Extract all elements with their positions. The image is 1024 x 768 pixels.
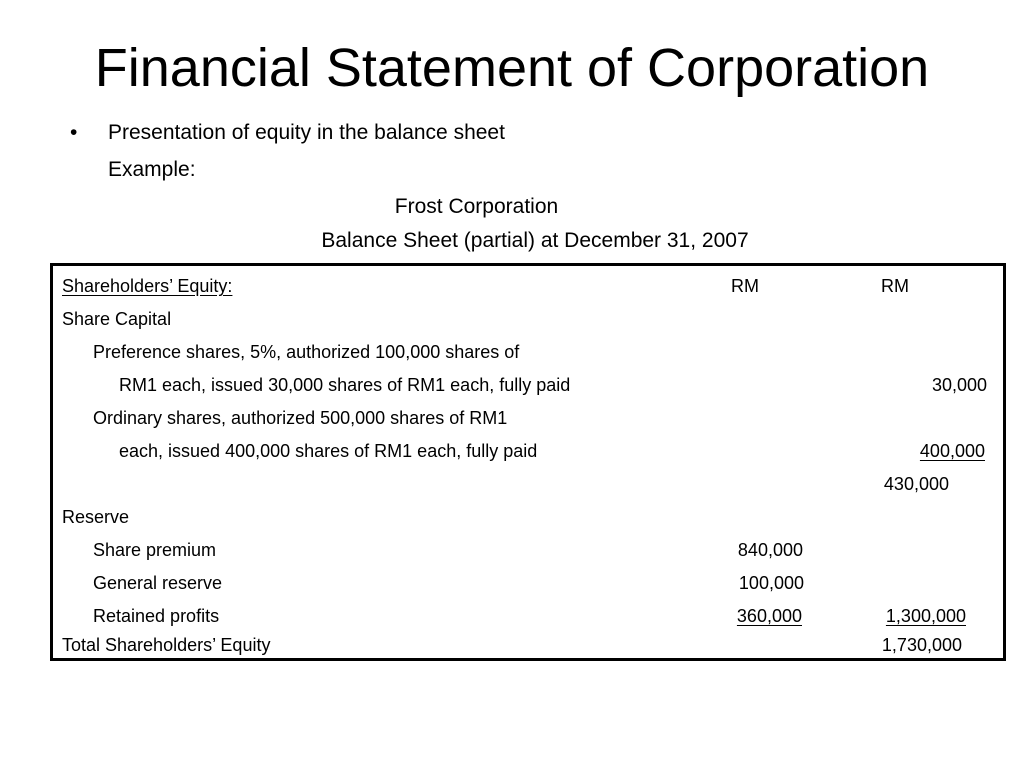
total-equity-amount: 1,730,000 xyxy=(881,635,962,655)
preference-shares-amount: 30,000 xyxy=(931,375,987,395)
general-reserve-label: General reserve xyxy=(93,573,223,593)
ordinary-shares-amount-value: 400,000 xyxy=(919,441,985,461)
slide-title: Financial Statement of Corporation xyxy=(94,38,930,98)
column-header-rm-2: RM xyxy=(881,276,909,296)
share-capital-heading: Share Capital xyxy=(62,309,172,329)
bullet-marker: • xyxy=(70,121,78,144)
bullet-text: Presentation of equity in the balance sheet xyxy=(108,121,505,144)
general-reserve-amount: 100,000 xyxy=(738,573,804,593)
preference-shares-line1: Preference shares, 5%, authorized 100,000 shares of xyxy=(93,342,520,362)
reserve-total xyxy=(833,605,966,627)
balance-sheet-table xyxy=(50,263,1006,661)
ordinary-shares-line2: each, issued 400,000 shares of RM1 each, fully paid xyxy=(119,441,538,461)
statement-title: Balance Sheet (partial) at December 31, 2007 xyxy=(321,229,749,252)
retained-profits-label: Retained profits xyxy=(93,606,220,626)
total-equity-label: Total Shareholders’ Equity xyxy=(62,635,271,655)
column-header-rm-1: RM xyxy=(731,276,759,296)
company-name: Frost Corporation xyxy=(394,195,559,218)
equity-header-label: Shareholders’ Equity: xyxy=(62,276,233,296)
ordinary-shares-line1: Ordinary shares, authorized 500,000 shares of RM1 xyxy=(93,408,508,428)
reserve-total-value: 1,300,000 xyxy=(885,606,966,626)
retained-profits-amount-value: 360,000 xyxy=(736,606,802,626)
retained-profits-amount xyxy=(673,605,802,627)
reserve-heading: Reserve xyxy=(62,507,130,527)
ordinary-shares-amount xyxy=(853,440,985,462)
preference-shares-line2: RM1 each, issued 30,000 shares of RM1 each, fully paid xyxy=(119,375,571,395)
example-label: Example: xyxy=(108,158,196,181)
share-premium-amount: 840,000 xyxy=(737,540,803,560)
share-premium-label: Share premium xyxy=(93,540,217,560)
share-capital-subtotal: 430,000 xyxy=(883,474,949,494)
